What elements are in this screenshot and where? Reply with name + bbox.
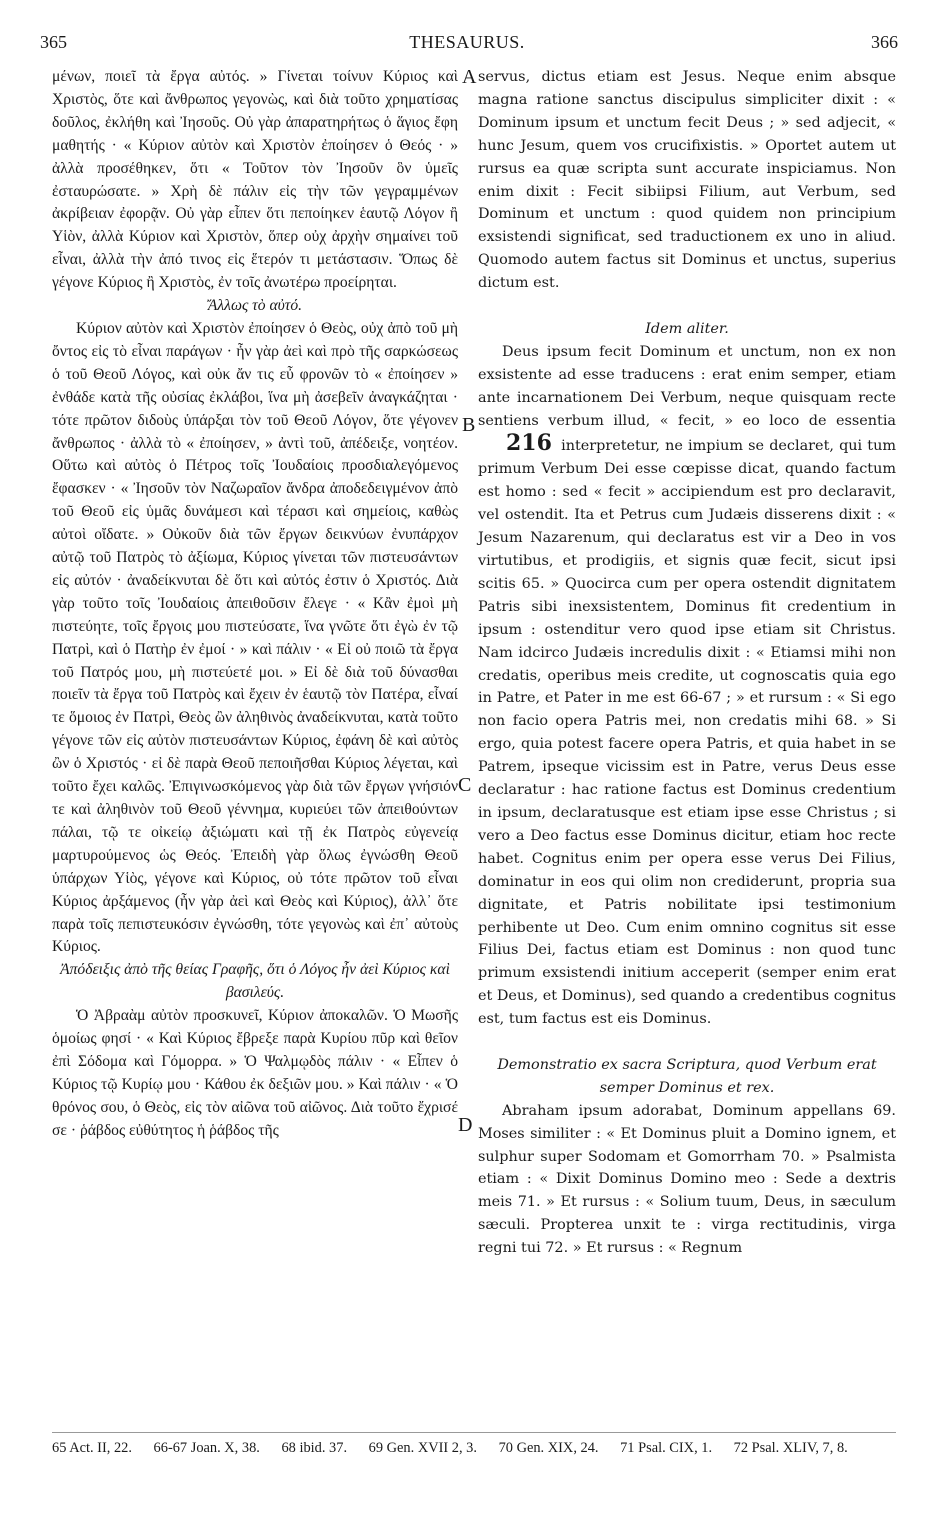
latin-spacer (478, 295, 896, 318)
page-number-right: 366 (871, 32, 898, 52)
footnote: 69 Gen. XVII 2, 3. (368, 1440, 477, 1456)
footnote-rule (52, 1432, 896, 1433)
footnote: 71 Psal. CIX, 1. (620, 1440, 713, 1456)
section-marker-a: A (462, 66, 477, 88)
latin-paragraph-1: servus, dictus etiam est Jesus. Neque enim absque magna ratione sanctus discipulus simpliciter dixit : « Dominum ipsum et unctum fecit Deus ; » sed adjecit, « hunc Jesum, quem vos crucifixistis. » Oportet autem ut rursus ea quæ scripta sunt accurate inspiciamus. Non enim dixit : Fecit sibiipsi Filium, aut Verbum, sed Dominum et unctum : quod quidem non principium exsistendi significat, sed traductionem ex uno in aliud. Quomodo autem factus sit Dominus et unctus, superius dictum est. (478, 69, 896, 292)
greek-heading-2: Ἀπόδειξις ἀπὸ τῆς θείας Γραφῆς, ὅτι ὁ Λόγος ἦν ἀεὶ Κύριος καὶ βασιλεύς. (60, 961, 450, 1002)
latin-paragraph-2b: interpretetur, ne impium se declaret, qui tum primum Verbum Dei esse cœpisse dicat, quando factum est homo : sed « fecit » accipiendum est pro declaravit, vel ostendit. Ita et Petrus cum Judæis disserens dixit : « Jesum Nazarenum, qui declaratus est vir a Deo in vos virtutibus, et prodigiis, et signis quæ fecit, sicut ipsi scitis 65. » Quocirca cum per opera ostendit dignitatem Patris sibi inexsistentem, Dominus fit credentium in ipsum : ostenditur vero quod ipse etiam sit Christus. Nam idcirco Judæis incredulis dixit : « Etiamsi mihi non credatis, operibus meis credite, ut cognoscatis quia ego in Patre, et Pater in me est 66-67 ; » et rursum : « Si ego non facio opera Patris mei, non credatis mihi 68. » Si ergo, quia potest facere opera Patris, et quia habet in se Patrem, ipseque vicissim est in Patre, verus Deus esse declaratur : hac ratione factus est Dominus credentium in ipsum, declaratusque est etiam ipse esse Christus ; si vero a Deo factus esse Dominus dicitur, etiam hoc recte habet. Cognitus enim per opera esse verus Dei Filius, dominatur in eos qui olim non crediderunt, propria sua dignitate, et Patris nobilitate ipsi testimonium perhibente ut Deo. Cum enim omnino cognitus sit esse Filius Dei, factus etiam est Dominus : non quod tunc primum exsistendi initium acceperit (semper enim erat et Deus, et Dominus), sed quando a credentibus cognitus est, tum factus est eis Dominus. (478, 438, 896, 1028)
footnote: 70 Gen. XIX, 24. (498, 1440, 599, 1456)
page-header (36, 32, 898, 56)
latin-heading-1: Idem aliter. (645, 320, 729, 337)
greek-paragraph-3: Ὁ Ἀβραὰμ αὐτὸν προσκυνεῖ, Κύριον ἀποκαλῶν. Ὁ Μωσῆς ὁμοίως φησί · « Καὶ Κύριος ἔβρεξε παρὰ Κυρίου πῦρ καὶ θεῖον ἐπὶ Σόδομα καὶ Γόμορρα. » Ὁ Ψαλμῳδὸς πάλιν · « Εἶπεν ὁ Κύριος τῷ Κυρίῳ μου · Κάθου ἐκ δεξιῶν μου. » Καὶ πάλιν · « Ὁ θρόνος σου, ὁ Θεὸς, εἰς τὸν αἰῶνα τοῦ αἰῶνος. Διὰ τοῦτο ἔχρισέ σε · ῥάβδος εὐθύτητος ἡ ῥάβδος τῆς (52, 1007, 458, 1139)
footnote: 65 Act. II, 22. (52, 1440, 132, 1456)
section-marker-b: B (462, 414, 476, 436)
latin-paragraph-3: Abraham ipsum adorabat, Dominum appellans 69. Moses similiter : « Et Dominus pluit a Domino ignem, et sulphur super Sodomam et Gomorrham 70. » Psalmista etiam : « Dixit Dominus Domino meo : Sede a dextris meis 71. » Et rursus : « Solium tuum, Deus, in sæculum sæculi. Propterea unxit te : virga rectitudinis, virga regni tui 72. » Et rursus : « Regnum (478, 1102, 896, 1257)
running-title: THESAURUS. (409, 32, 525, 52)
section-marker-d: D (458, 1114, 473, 1136)
greek-heading-1: Ἄλλως τὸ αὐτό. (207, 297, 303, 315)
greek-column (52, 66, 458, 1143)
page-number-left: 365 (40, 32, 67, 52)
latin-paragraph-2a: Deus ipsum fecit Dominum et unctum, non ex non exsistente ad esse traducens : erat enim semper, etiam ante incarnationem Dei Verbum, neque quisquam recte sentiens verbum illud, « fecit, » eo loco de essentia (478, 343, 896, 429)
greek-paragraph-2: Κύριον αὐτὸν καὶ Χριστὸν ἐποίησεν ὁ Θεὸς, οὐχ ἀπὸ τοῦ μὴ ὄντος εἰς τὸ εἶναι παράγων · ἦν γὰρ ἀεὶ καὶ πρὸ τῆς σαρκώσεως ὁ τοῦ Θεοῦ Λόγος, καὶ οὐκ ἄν τις εὖ φρονῶν τὸ « ἐποίησεν » ἐνθάδε κατὰ τῆς οὐσίας ἐκλάβοι, ἵνα μὴ ἀσεβεῖν ἀναγκάζηται · τότε πρῶτον διδοὺς ὑπάρξαι τὸν τοῦ Θεοῦ Λόγον, ὅτε γέγονεν ἄνθρωπος · ἀλλὰ τὸ « ἐποίησεν, » ἀντὶ τοῦ, ἀπέδειξε, νοητέον. Οὕτω καὶ αὐτὸς ὁ Πέτρος τοῖς Ἰουδαίοις προσδιαλεγόμενος ἔφασκεν · « Ἰησοῦν τὸν Ναζωραῖον ἄνδρα ἀποδεδειγμένον ἀπὸ τοῦ Θεοῦ εἰς ὑμᾶς δυνάμεσι καὶ τέρασι καὶ σημείοις, καθὼς αὐτοὶ οἴδατε. » Οὐκοῦν διὰ τῶν ἔργων δεικνύων ἐνυπάρχον αὐτῷ τοῦ Πατρὸς τὸ ἀξίωμα, Κύριος γίνεται τῶν πιστευσάντων εἰς αὐτόν · ἀναδείκνυται δὲ ὅτι καὶ αὐτός ἐστιν ὁ Χριστός. Διὰ γὰρ τοῦτο τοῖς Ἰουδαίοις ἀπειθοῦσιν ἔλεγε · « Κἂν ἐμοὶ μὴ πιστεύητε, τοῖς ἔργοις μου πιστεύσατε, ἵνα γνῶτε ὅτι ἐγὼ ἐν τῷ Πατρὶ, καὶ ὁ Πατὴρ ἐν ἐμοί · » καὶ πάλιν · « Εἰ οὐ ποιῶ τὰ ἔργα τοῦ Πατρός μου, μὴ πιστεύετέ μοι. » Εἰ δὲ διὰ τοῦ δύνασθαι ποιεῖν τὰ ἔργα τοῦ Πατρὸς καὶ ἔχειν ἐν ἑαυτῷ τὸν Πατέρα, εἶναί τε ὅμοιος ἐν Πατρὶ, Θεὸς ὢν ἀληθινὸς ἀναδείκνυται, κατὰ τοῦτο γέγονε τῶν εἰς αὐτὸν πιστευσάντων Κύριος, ἐφάνη δὲ καὶ αὐτὸς ὢν ὁ Χριστός · εἰ δὲ παρὰ Θεοῦ πεποιῆσθαι Κύριος λέγεται, καὶ τοῦτο ἔχει καλῶς. Ἐπιγινωσκόμενος γὰρ διὰ τῶν ἔργων γνήσιόν τε καὶ ἀληθινὸν τοῦ Θεοῦ γέννημα, κυριεύει τῶν ἀπειθούντων πάλαι, τῷ τε οἰκείῳ ἀξιώματι καὶ τῇ ἐκ Πατρὸς εὐγενείᾳ μαρτυρούμενος ὡς Θεός. Ἐπειδὴ γὰρ ὅλως ἐγνώσθη Θεοῦ ὑπάρχων Υἱὸς, γέγονε καὶ Κύριος, οὐ τότε πρῶτον τοῦ εἶναι Κύριος ἀρξάμενος (ἦν γὰρ ἀεὶ καὶ Θεὸς καὶ Κύριος), ἀλλ᾽ ὅτε παρὰ τοῖς πεπιστευκόσιν ἐγνώσθη, τότε γεγονὼς καὶ ἐπ᾽ αὐτοὺς Κύριος. (52, 319, 458, 956)
column-number: 216 (506, 430, 552, 457)
latin-spacer-2 (478, 1031, 896, 1054)
footnote: 66-67 Joan. X, 38. (153, 1440, 260, 1456)
latin-heading-2: Demonstratio ex sacra Scriptura, quod Verbum erat semper Dominus et rex. (497, 1056, 877, 1096)
footnote: 68 ibid. 37. (281, 1440, 348, 1456)
greek-paragraph-1: μένων, ποιεῖ τὰ ἔργα αὐτός. » Γίνεται τοίνυν Κύριος καὶ Χριστὸς, ὅτε καὶ ἄνθρωπος γεγονὼς, καὶ διὰ τοῦτο χρηματίσας δοῦλος, ἐκλήθη καὶ Ἰησοῦς. Οὐ γὰρ ἀπαρατηρήτως ὁ ἅγιος ἔφη μαθητής · « Κύριον αὐτὸν καὶ Χριστὸν ἐποίησεν ὁ Θεός · » ἀλλὰ προσέθηκεν, ὅτι « Τοῦτον τὸν Ἰησοῦν ὃν ὑμεῖς ἐσταυρώσατε. » Χρὴ δὲ πάλιν εἰς τὴν τῶν γεγραμμένων ἀκρίβειαν ἐφορᾷν. Οὐ γὰρ εἶπεν ὅτι πεποίηκεν ἑαυτῷ Λόγον ἢ Υἱὸν, ἀλλὰ Κύριον καὶ Χριστὸν, ὅπερ οὐχ ἀρχὴν σημαίνει τοῦ εἶναι, ἀλλὰ τὴν ἀπό τινος εἰς ἕτερόν τι μετάστασιν. Ὅπως δὲ γέγονε Κύριος ἢ Χριστὸς, ἐν τοῖς ἀνωτέρω προείρηται. (52, 68, 458, 292)
footnotes (52, 1438, 896, 1458)
section-marker-c: C (458, 774, 472, 796)
latin-column (478, 66, 896, 1260)
footnote: 72 Psal. XLIV, 7, 8. (733, 1440, 848, 1456)
latin-paragraph-2 (478, 341, 896, 1031)
